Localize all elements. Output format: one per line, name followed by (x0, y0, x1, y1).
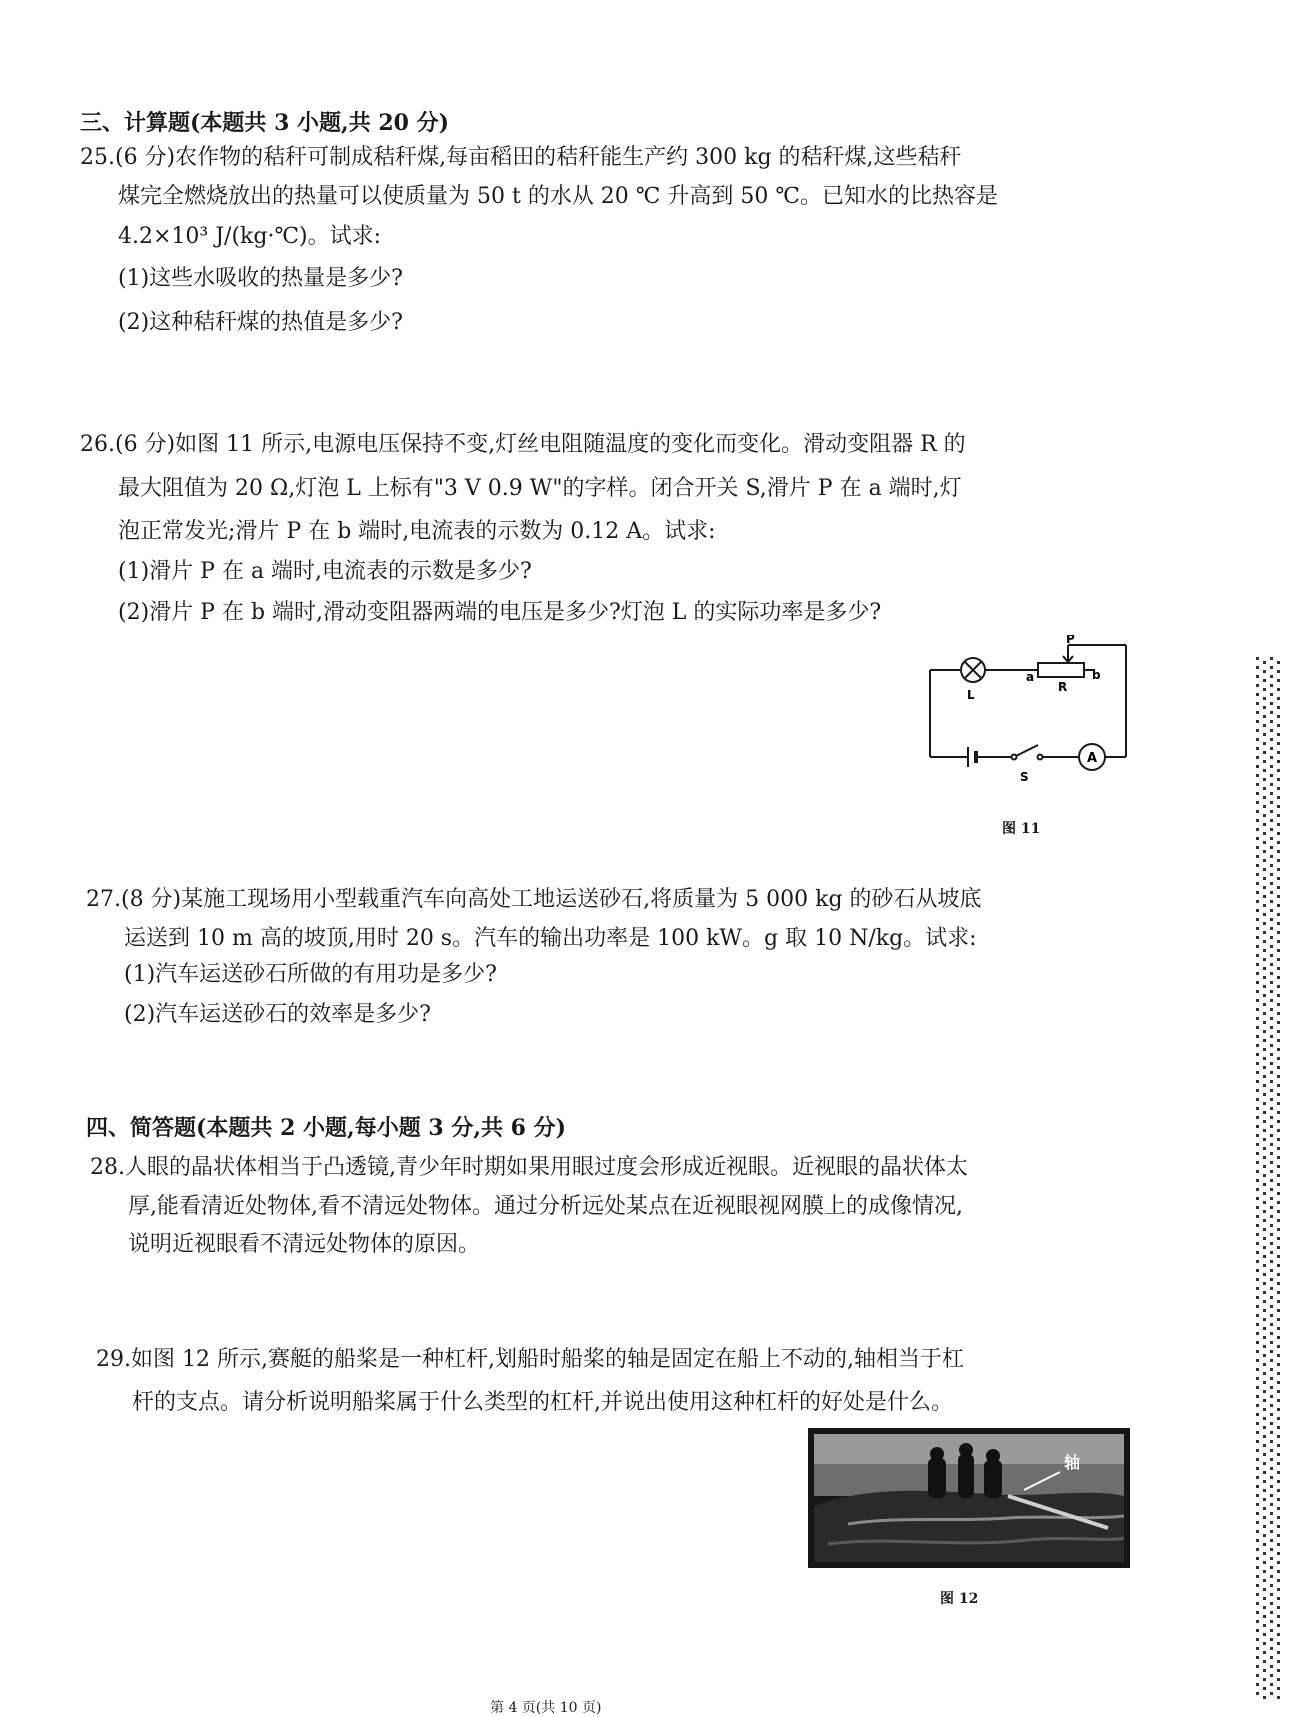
label-S: S (1020, 770, 1029, 784)
label-a: a (1026, 670, 1035, 684)
figure-12-axle-label: 轴 (1064, 1453, 1081, 1472)
q29-line-1: 29.如图 12 所示,赛艇的船桨是一种杠杆,划船时船桨的轴是固定在船上不动的,轴相当于杠 (96, 1347, 964, 1372)
section-4-heading: 四、简答题(本题共 2 小题,每小题 3 分,共 6 分) (86, 1115, 567, 1141)
q28-line-2: 厚,能看清近处物体,看不清远处物体。通过分析远处某点在近视眼视网膜上的成像情况, (128, 1194, 963, 1219)
q29-line-2: 杆的支点。请分析说明船桨属于什么类型的杠杆,并说出使用这种杠杆的好处是什么。 (132, 1390, 953, 1415)
figure-12-caption: 图 12 (940, 1591, 979, 1607)
q25-sub-1: (1)这些水吸收的热量是多少? (118, 266, 403, 291)
figure-11-circuit (920, 635, 1150, 790)
q28-line-1: 28.人眼的晶状体相当于凸透镜,青少年时期如果用眼过度会形成近视眼。近视眼的晶状体太 (90, 1155, 968, 1180)
q27-line-2: 运送到 10 m 高的坡顶,用时 20 s。汽车的输出功率是 100 kW。g 取 10 N/kg。试求: (124, 926, 977, 951)
q27-line-1: 27.(8 分)某施工现场用小型载重汽车向高处工地运送砂石,将质量为 5 000 kg 的砂石从坡底 (86, 887, 982, 912)
page-footer: 第 4 页(共 10 页) (490, 1700, 602, 1716)
label-b: b (1092, 668, 1101, 682)
figure-12-photo (808, 1428, 1130, 1568)
q25-line-2: 煤完全燃烧放出的热量可以使质量为 50 t 的水从 20 ℃ 升高到 50 ℃。已知水的比热容是 (118, 184, 998, 209)
q26-sub-1: (1)滑片 P 在 a 端时,电流表的示数是多少? (118, 559, 532, 584)
switch-icon (1016, 745, 1038, 756)
q25-line-3: 4.2×10³ J/(kg·℃)。试求: (118, 224, 382, 249)
label-R: R (1058, 680, 1068, 694)
label-A: A (1087, 751, 1098, 766)
label-P: P (1066, 635, 1075, 646)
q26-line-1: 26.(6 分)如图 11 所示,电源电压保持不变,灯丝电阻随温度的变化而变化。滑动变阻器 R 的 (80, 432, 966, 457)
figure-11-caption: 图 11 (1002, 821, 1041, 837)
q25-sub-2: (2)这种秸秆煤的热值是多少? (118, 310, 403, 335)
q26-line-3: 泡正常发光;滑片 P 在 b 端时,电流表的示数为 0.12 A。试求: (118, 519, 716, 544)
q28-line-3: 说明近视眼看不清远处物体的原因。 (128, 1232, 481, 1257)
q27-sub-2: (2)汽车运送砂石的效率是多少? (124, 1002, 431, 1027)
section-3-heading: 三、计算题(本题共 3 小题,共 20 分) (80, 110, 450, 136)
rheostat-icon (1038, 663, 1084, 677)
q27-sub-1: (1)汽车运送砂石所做的有用功是多少? (124, 962, 497, 987)
q25-line-1: 25.(6 分)农作物的秸秆可制成秸秆煤,每亩稻田的秸秆能生产约 300 kg 的秸秆煤,这些秸秆 (80, 145, 962, 170)
label-L: L (967, 688, 975, 702)
q26-sub-2: (2)滑片 P 在 b 端时,滑动变阻器两端的电压是多少?灯泡 L 的实际功率是多少? (118, 600, 882, 625)
binding-margin-dots (1252, 655, 1280, 1700)
q26-line-2: 最大阻值为 20 Ω,灯泡 L 上标有"3 V 0.9 W"的字样。闭合开关 S,滑片 P 在 a 端时,灯 (118, 476, 962, 501)
